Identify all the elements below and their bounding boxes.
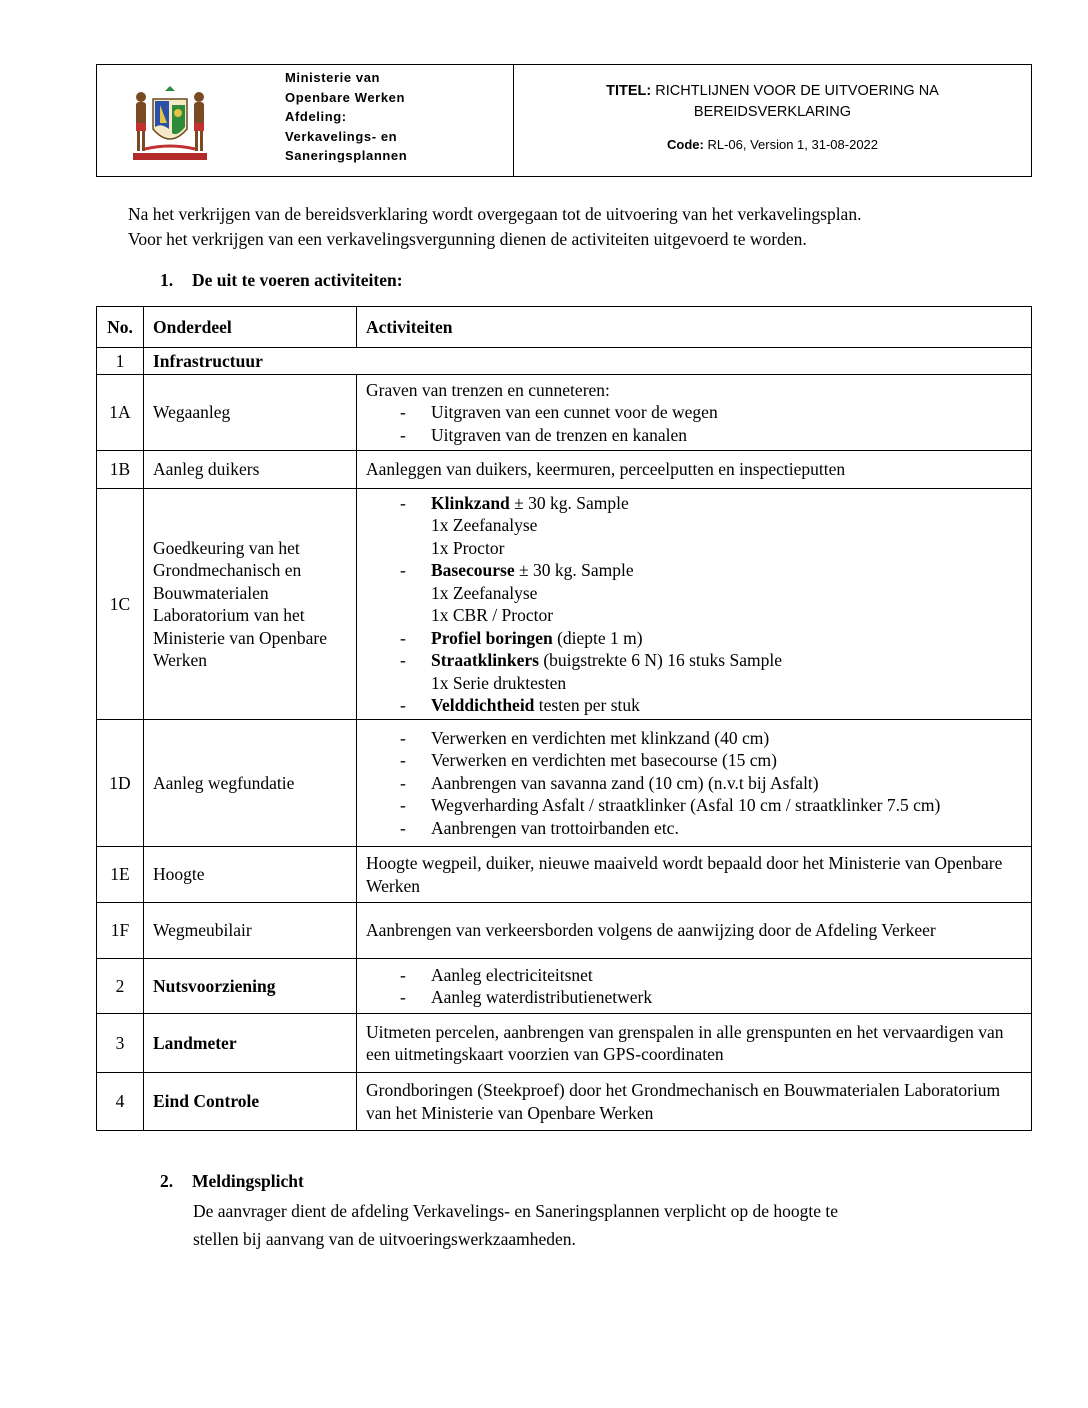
activity-item-text: 1x Proctor [431, 537, 505, 558]
activity-item [366, 379, 1022, 402]
activity-item [366, 604, 1022, 627]
document-code [514, 137, 1031, 152]
ministry-line: Openbare Werken [285, 89, 406, 105]
document-header [96, 64, 1032, 177]
activity-list [366, 919, 1022, 942]
activity-item-text: Uitgraven van een cunnet voor de wegen [431, 402, 718, 423]
cell-activities [357, 1073, 1032, 1131]
activity-item [366, 1079, 1022, 1124]
ministry-name [285, 68, 407, 166]
activity-item [366, 919, 1022, 942]
code-value: RL-06, Version 1, 31-08-2022 [707, 137, 879, 152]
activity-list [366, 1079, 1022, 1124]
section-heading-meldingsplicht [160, 1171, 304, 1192]
activity-list [366, 852, 1022, 897]
activity-item [366, 672, 1022, 695]
activity-item-text: Graven van trenzen en cunneteren: [366, 379, 610, 400]
table-row [97, 1014, 1032, 1073]
activity-item-text: Aanleg electriciteitsnet [431, 964, 593, 985]
activity-list [366, 727, 1022, 840]
cell-part: Aanleg duikers [144, 451, 357, 489]
document-title [514, 81, 1031, 102]
cell-part: Hoogte [144, 847, 357, 903]
cell-activities [357, 1014, 1032, 1073]
table-row [97, 847, 1032, 903]
activity-item-bold: Profiel boringen [431, 627, 553, 648]
activity-list [366, 964, 1022, 1009]
cell-activities [357, 489, 1032, 720]
activity-item [366, 492, 1022, 515]
activity-list [366, 492, 1022, 717]
intro-paragraph [128, 202, 861, 252]
cell-part: Aanleg wegfundatie [144, 720, 357, 847]
header-cell-part: Onderdeel [144, 307, 357, 348]
activity-item-bold: Velddichtheid [431, 695, 535, 715]
table-row [97, 959, 1032, 1014]
table-row [97, 720, 1032, 847]
title-label: TITEL: [606, 83, 652, 99]
ministry-line: Saneringsplannen [285, 148, 408, 163]
cell-no: 3 [97, 1014, 144, 1073]
header-title-cell [514, 65, 1031, 176]
activity-item [366, 986, 1022, 1009]
activity-item-text: 1x Zeefanalyse [431, 582, 538, 603]
activity-item-text: (diepte 1 m) [552, 627, 643, 648]
activity-list [366, 1021, 1022, 1066]
activity-item-text: (buigstrekte 6 N) 16 stuks Sample [538, 650, 782, 670]
cell-activities [357, 720, 1032, 847]
cell-activities [357, 847, 1032, 903]
cell-no: 1E [97, 847, 144, 903]
cell-activities [357, 375, 1032, 451]
activity-item [366, 514, 1022, 537]
activity-item-text: Uitgraven van de trenzen en kanalen [431, 424, 688, 445]
activity-item-text: Aanbrengen van verkeersborden volgens de aanwijzing door de Afdeling Verkeer [366, 920, 936, 941]
activity-item [366, 424, 1022, 447]
activity-item-text: Aanbrengen van savanna zand (10 cm) (n.v.t bij Asfalt) [431, 772, 819, 793]
ministry-line: Afdeling: [285, 109, 347, 124]
activity-item [366, 964, 1022, 987]
activity-item-text: Verwerken en verdichten met klinkzand (40 cm) [431, 727, 770, 748]
cell-part: Wegmeubilair [144, 903, 357, 959]
activity-item [366, 852, 1022, 897]
activity-item-bold: Straatklinkers [431, 650, 539, 670]
section-title: De uit te voeren activiteiten: [192, 270, 403, 290]
activity-item-text: Wegverharding Asfalt / straatklinker (Asfal 10 cm / straatklinker 7.5 cm) [431, 795, 941, 816]
activity-item [366, 649, 1022, 672]
cell-no: 1F [97, 903, 144, 959]
cell-part: Wegaanleg [144, 375, 357, 451]
intro-line: Na het verkrijgen van de bereidsverklaring wordt overgegaan tot de uitvoering van het verkavelingsplan. [128, 204, 862, 224]
cell-no: 1A [97, 375, 144, 451]
activity-item-text: Verwerken en verdichten met basecourse (15 cm) [431, 750, 777, 771]
cell-part: Nutsvoorziening [144, 959, 357, 1014]
section-title: Meldingsplicht [192, 1171, 304, 1191]
cell-no: 1D [97, 720, 144, 847]
activity-item [366, 772, 1022, 795]
activity-list [366, 458, 1022, 481]
activity-item-bold: Klinkzand [431, 492, 510, 513]
activity-item [366, 817, 1022, 840]
activity-item [366, 627, 1022, 650]
cell-activities [357, 903, 1032, 959]
activity-item-text: Grondboringen (Steekproef) door het Grondmechanisch en Bouwmaterialen Laboratorium van het Ministerie van Openbare Werken [366, 1080, 1001, 1123]
activity-item [366, 559, 1022, 582]
ministry-line: Verkavelings- en [285, 128, 398, 144]
cell-no: 2 [97, 959, 144, 1014]
activity-item [366, 794, 1022, 817]
cell-no: 4 [97, 1073, 144, 1131]
cell-no: 1 [97, 348, 144, 375]
ministry-line: Ministerie van [285, 70, 381, 85]
header-ministry-cell [97, 65, 514, 176]
table-header-row [97, 307, 1032, 348]
cell-no: 1B [97, 451, 144, 489]
header-cell-activities: Activiteiten [357, 307, 1032, 348]
meldingsplicht-line: De aanvrager dient de afdeling Verkavelings- en Saneringsplannen verplicht op de hoogte te [193, 1201, 839, 1221]
activity-item-text: Aanleggen van duikers, keermuren, perceelputten en inspectieputten [366, 459, 846, 480]
activity-item-text: 1x CBR / Proctor [431, 605, 554, 625]
code-label: Code: [666, 137, 704, 152]
activity-item-text: Aanleg waterdistributienetwerk [431, 987, 653, 1007]
intro-line: Voor het verkrijgen van een verkavelingsvergunning dienen de activiteiten uitgevoerd te worden. [128, 229, 807, 249]
table-body [97, 307, 1032, 1131]
header-cell-no: No. [97, 307, 144, 348]
activities-table [96, 306, 1032, 1131]
table-row [97, 348, 1032, 375]
meldingsplicht-line: stellen bij aanvang van de uitvoeringswerkzaamheden. [193, 1229, 576, 1249]
activity-item [366, 582, 1022, 605]
activity-item [366, 694, 1022, 717]
document-title-line2: BEREIDSVERKLARING [693, 104, 852, 120]
table-row [97, 903, 1032, 959]
activity-item-text: ± 30 kg. Sample [509, 492, 629, 513]
cell-part: Infrastructuur [144, 348, 1032, 375]
cell-no: 1C [97, 489, 144, 720]
cell-part: Eind Controle [144, 1073, 357, 1131]
activity-item [366, 401, 1022, 424]
table-row [97, 1073, 1032, 1131]
cell-activities [357, 451, 1032, 489]
activity-item-text: Uitmeten percelen, aanbrengen van grenspalen in alle grenspunten en het vervaardigen van een uitmetingskaart voorzien van GPS-coordinaten [366, 1021, 1004, 1064]
activity-item [366, 749, 1022, 772]
table-row [97, 375, 1032, 451]
activity-item-bold: Basecourse [431, 560, 515, 580]
coat-of-arms-icon [125, 83, 215, 163]
activity-item-text: ± 30 kg. Sample [514, 560, 634, 580]
activity-item [366, 1021, 1022, 1066]
title-text: RICHTLIJNEN VOOR DE UITVOERING NA [655, 83, 939, 99]
activity-item-text: Hoogte wegpeil, duiker, nieuwe maaiveld wordt bepaald door het Ministerie van Openbare Werken [366, 853, 1003, 896]
section-number: 1. [160, 270, 174, 290]
cell-part: Landmeter [144, 1014, 357, 1073]
section-heading-activities [160, 270, 403, 291]
activity-list [366, 379, 1022, 447]
activity-item-text: 1x Serie druktesten [431, 672, 567, 693]
activity-item [366, 537, 1022, 560]
activity-item-text: 1x Zeefanalyse [431, 515, 538, 535]
activity-item-text: testen per stuk [534, 695, 640, 715]
activity-item [366, 727, 1022, 750]
activity-item [366, 458, 1022, 481]
meldingsplicht-paragraph [193, 1197, 838, 1253]
activity-item-text: Aanbrengen van trottoirbanden etc. [431, 817, 679, 838]
section-number: 2. [160, 1171, 174, 1191]
table-row [97, 489, 1032, 720]
cell-activities [357, 959, 1032, 1014]
table-row [97, 451, 1032, 489]
cell-part: Goedkeuring van het Grondmechanisch en Bouwmaterialen Laboratorium van het Ministerie van Openbare Werken [144, 489, 357, 720]
